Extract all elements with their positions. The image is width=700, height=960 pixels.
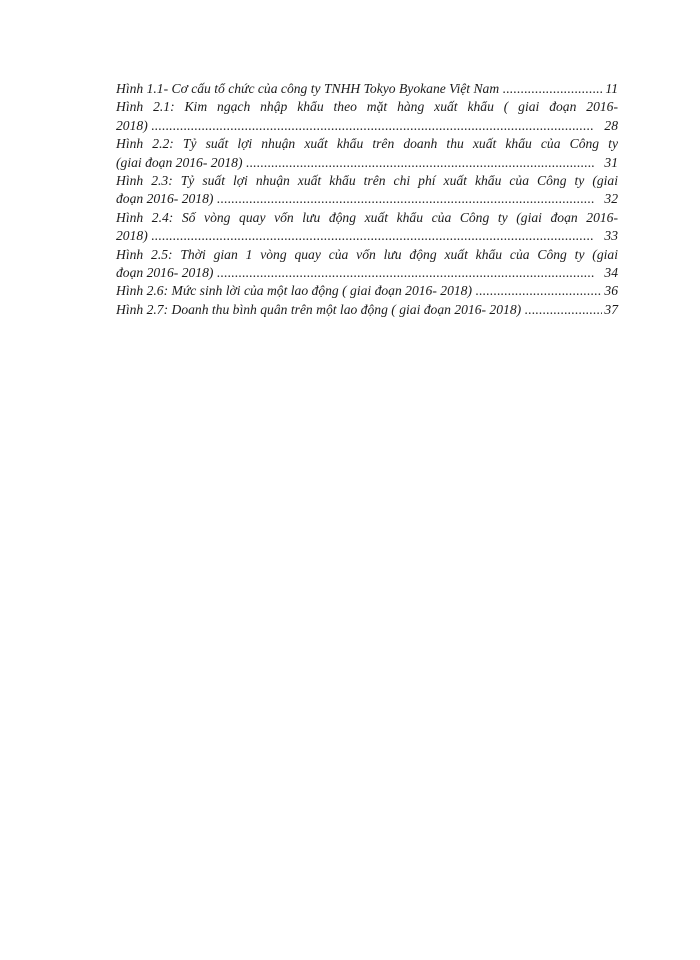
toc-entry-page-number: 11 <box>605 81 618 96</box>
toc-entry-figure-2-3[interactable] <box>116 172 618 209</box>
toc-entry-page-number: 32 <box>604 191 618 207</box>
toc-entry-page-number: 34 <box>604 265 618 281</box>
toc-entry-continuation <box>116 227 618 245</box>
toc-entry-title-continued: đoạn 2016- 2018) ..... <box>116 190 594 208</box>
toc-entry-title-continued: (giai đoạn 2016- 2018) ..... <box>116 154 594 172</box>
toc-entry-page-number: 31 <box>604 154 618 170</box>
toc-entry-page-number: 37 <box>604 301 618 317</box>
toc-entry-figure-2-7[interactable] <box>116 301 618 319</box>
toc-entry-figure-2-1[interactable] <box>116 98 618 135</box>
toc-entry-title: Hình 2.6: Mức sinh lời của một lao động ( giai đoạn 2016- 2018) ..... <box>116 282 602 300</box>
toc-entry-title-continued: đoạn 2016- 2018) ..... <box>116 264 594 282</box>
toc-entry-title: Hình 2.4: Số vòng quay vốn lưu động xuất khẩu của Công ty (giai đoạn 2016- <box>116 209 618 225</box>
toc-entry-figure-2-5[interactable] <box>116 246 618 283</box>
toc-entry-figure-2-2[interactable] <box>116 135 618 172</box>
toc-entry-page-number: 28 <box>604 117 618 133</box>
toc-entry-continuation <box>116 154 618 172</box>
toc-entry-title-continued: 2018) ..... <box>116 227 594 245</box>
toc-entry-page-number: 33 <box>604 228 618 244</box>
toc-entry-continuation <box>116 264 618 282</box>
toc-entry-title: Hình 2.2: Tỷ suất lợi nhuận xuất khẩu trên doanh thu xuất khẩu của Công ty <box>116 136 618 152</box>
toc-entry-continuation <box>116 117 618 135</box>
toc-entry-title-continued: 2018) ..... <box>116 117 594 135</box>
toc-entry-title: Hình 1.1- Cơ cấu tổ chức của công ty TNHH Tokyo Byokane Việt Nam ..... <box>116 80 603 98</box>
toc-entry-figure-2-6[interactable] <box>116 282 618 300</box>
toc-entry-continuation <box>116 190 618 208</box>
list-of-figures <box>116 80 618 319</box>
toc-entry-title: Hình 2.5: Thời gian 1 vòng quay của vốn lưu động xuất khẩu của Công ty (giai <box>116 246 618 262</box>
toc-entry-title: Hình 2.1: Kim ngạch nhập khẩu theo mặt hàng xuất khẩu ( giai đoạn 2016- <box>116 99 618 115</box>
toc-entry-figure-1-1[interactable] <box>116 80 618 98</box>
toc-entry-page-number: 36 <box>604 283 618 299</box>
toc-entry-title: Hình 2.3: Tỷ suất lợi nhuận xuất khẩu trên chi phí xuất khẩu của Công ty (giai <box>116 173 618 189</box>
toc-entry-figure-2-4[interactable] <box>116 209 618 246</box>
toc-entry-title: Hình 2.7: Doanh thu bình quân trên một lao động ( giai đoạn 2016- 2018) ..... <box>116 301 602 319</box>
